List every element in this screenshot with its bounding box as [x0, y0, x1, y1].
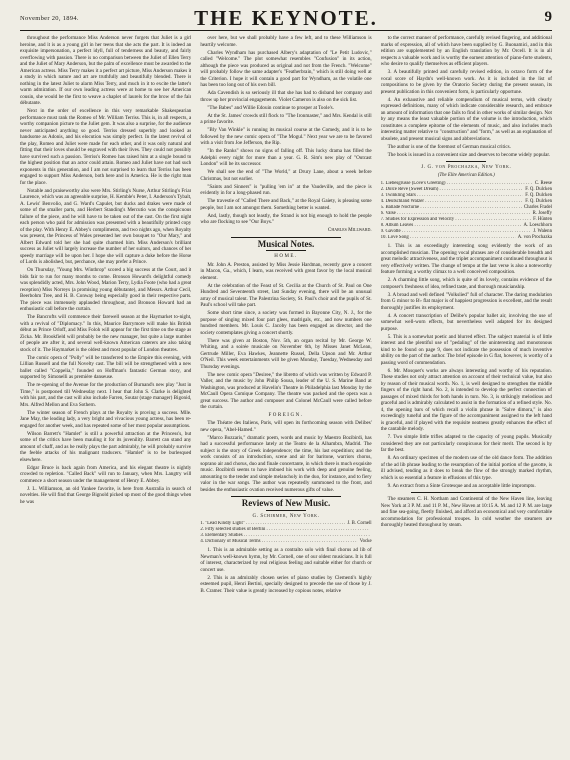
review-item-title: 1. Liebesgrüsse (Love's Greeting) . . . [381, 181, 533, 187]
review-item-composer: Vocke [359, 539, 372, 544]
masthead [20, 6, 552, 28]
foreign-notes [200, 420, 371, 493]
article-paragraph: "Saints and Sinners" is "pulling 'em in" at the Vaudeville, and the piece is evidently in for a long-phased run. [200, 183, 372, 196]
publisher-heading: G. Schirmer, New York. [252, 513, 320, 519]
article-paragraph: throughout the performance Miss Anderson never forgets that Juliet is a girl heroine, and it is as a young girl in her teens that she acts the part. It is indeed an exquisite impersonation, a perfect idyll, full of tenderness and beauty, and fairly overflowing with passion. There is no comparison between the Juliet of Ellen Terry and the Juliet of Mary Anderson, but the palm of excellence must be awarded to the American actress. Miss Terry makes it a perfect art picture, Miss Anderson makes it a study in which nature and art are truthfully and beautifully blended. There is nothing in the latest Juliet to alarm Miss Terry, and much in it to excite the latter's warm admiration. If our own leading actress were at home to see her American cousin, she would be the first to weave a chaplet of laurels for the brow of the fair débutante. [20, 35, 192, 106]
article-paragraph: Notable and praiseworthy also were Mrs. Stirling's Nurse, Arthur Stirling's Friar Laurence, which was an agreeable surprise, H. Kemble's Peter, I. Anderson's Tybalt, A. Lewis' Benvolio, and G. Ward's Capulet, but ducks and drakes were made of some of the smaller parts, and Herbert Standing's Mercutio was the conspicuous failure of the piece, and he will have to be taken out of the cast. On the first night each person who paid for admission was presented with a beautifully printed copy of the play. With Henry E. Abbey's compliments, and two nights ago, when Royalty was present, the Princess of Wales presented her own bouquet to "Our Mary," and Albert Edward told her she had quite charmed him. Miss Anderson's brilliant success as Juliet will largely increase the number of her suitors, and chances of her speedy marriage will be upon her. I hope she will capture a duke before the Horse of Lords is abolished, but, perchance, she may prefer a Prince. [20, 187, 192, 265]
article-paragraph: We shall see the end of "The World," at Drury Lane, about a week before Christmas, but not earlier. [200, 169, 372, 182]
article-paragraph: And, lastly, though not leastly, the Strand is not big enough to hold the people who are flocking to see "Our Boys." [200, 212, 372, 225]
article-paragraph: Mr. John A. Preston, assisted by Miss Jessie Hardman, recently gave a concert in Macon, Ga., which, I learn, was received with great favor by the local musical element. [200, 261, 372, 281]
review-item-composer: F. Q. Dulcken [525, 193, 552, 198]
review-item-composer: F. Hünten [533, 217, 552, 222]
review-item-title: 2. Fifty selected studies of Bertini . . . [200, 527, 369, 533]
reviews-continued [381, 35, 552, 158]
article-paragraph: 4. An exhaustive and reliable compendium of musical terms, with clearly expressed definitions, many of which indicate considerable research, and embrace an amount of information that one fails to find in other works of similar design. Not by any means the least valuable portion of the volume is the introduction, which constitutes a complete epitome of the elements of music, and also includes much interesting matter relative to "construction" and "form," as well as an explanation of obsolete, and present musical signs and abbreviations. [380, 96, 552, 142]
review-item-title: 9. Gavotte . . . [381, 229, 532, 235]
author-signature: Charles Millward. [327, 227, 372, 233]
review-item-title: 6. Valse . . . [381, 211, 531, 217]
issue-date: November 20, 1894. [20, 15, 79, 22]
review-list [381, 181, 552, 241]
column-left [20, 35, 191, 753]
article-paragraph: The winter season of French plays at the Royalty is proving a success. Mlle. Jane May, the leading lady, a very bright and vivacious young actress, has been re-engaged for another week, and has repeated some of her most popular assumptions. [20, 409, 192, 429]
article-paragraph: 6. Mr. Mosquet's works are always interesting and worthy of his reputation. These studies not only attract attention on account of their technical value, but also by reason of their musical worth. No. 1, is well designed to strengthen the middle fingers of the right hand. No. 2, is intended to develop the perfect connection of passages of mixed thirds for both hands in turn. No. 3, is strikingly melodious and graceful and is admirably calculated to assist in the formation of a refined style. No. 4, the opening bars of which recall a violin phrase in "Salve dimora," is also exceedingly tuneful and the figure of the accompaniment assigned to the left hand is graceful, and if played with the requisite neatness greatly enhances the effect of the cantabile melody. [380, 367, 552, 432]
review-text [200, 547, 371, 594]
review-item-title: 5. Ballade Nocturne . . . [381, 205, 522, 211]
review-item-composer: J. B. Cornell [347, 521, 372, 526]
article-paragraph: 4. A concert transcription of Delibe's popular ballet air, involving the use of somewhat well-worn effects, but nevertheless well adapted for its designed purpose. [380, 312, 552, 332]
short-divider [266, 250, 306, 251]
section-divider [231, 237, 341, 238]
review-item-title: 10. Love Song . . . [381, 235, 516, 241]
short-divider [446, 161, 486, 162]
article-paragraph: Edgar Bruce is back again from America, and his elegant theatre is nightly crowded to repletion. "Called Back" will run to January, when Mrs. Langtry will commence a short season under the management of Henry E. Abbey. [20, 464, 192, 484]
steamer-notice: The steamers C. H. Northam and Continental of the New Haven line, leaving New York at 3 P. M. and 11 P. M., New Haven at 10:15 A. M. and 12 P. M. are large and fine sea-going, fleetly finished, and afford an economical and very comfortable accommodation for professional troupes. In cold weather the steamers are thoroughly heated throughout by steam. [380, 496, 552, 528]
review-item-title: 4. Deutschland Walzer . . . [381, 199, 524, 205]
review-item-composer: F. Q. Dulcken [525, 199, 552, 204]
article-paragraph: 5. This is a somewhat poetic and blurred effect. The subject material is of little interest and the plentiful use of "pedaling" of the uninteresting and monotonous kind to be found on page 9, does not indicate the possession of much inventive ability on the part of the author. The brief episode in G flat, however, is worthy of a passing word of commendation. [380, 333, 552, 366]
article-paragraph: At the St. James' crowds still flock to "The Ironmaster," and Mrs. Kendal is still a prime favorite. [200, 112, 372, 125]
review-item-title: 4. Dictionary of Musical Terms . . . [200, 539, 357, 545]
article-paragraph: over here, but we shall probably have a few left, and to these Williamson is heartily welcome. [200, 35, 372, 48]
reviews-heading: Reviews of New Music. [241, 498, 331, 508]
article-paragraph: 8. An ordinary specimen of the modern use of the old dance form. The addition of the ad lib phrase leading to the resumption of the initial portion of the gavotte, is ill advised, tending as it does to break the flow of the strongly marked rhythm, which is so essential a feature in effusions of this type. [380, 455, 552, 481]
column-right [381, 35, 552, 753]
short-divider [266, 510, 306, 511]
article-paragraph: Charles Wyndham has purchased Albery's adaptation of "Le Petit Ludovic," called "Welcome." The plot somewhat resembles "Confusion" in its action, although the piece was produced as original and not from the French. "Welcome" will probably follow the same adapter's "Featherbrain," which is still doing well at the Criterion. I hope it will contain a good part for Wyndham, as the volatile one has been too long out of his own bill. [200, 49, 372, 88]
review-item-composer: Charles Fradel [523, 205, 552, 210]
review-item [200, 539, 371, 545]
article-paragraph: J. L. Williamson, an old Yankee favorite, is here from Australia in search of novelties. He will find that George Bignold picked up most of the good things when he was [20, 485, 192, 505]
article-paragraph: The re-opening of the Avenue for the production of Burnand's new play "Just in Time," is postponed till Wednesday next. I hear that John S. Clarke is delighted with his part, and the cast will also include Farren, Soutar (stage manager) Bigonid, Mrs. Alfred Mellon and Eva Sothern. [20, 382, 192, 408]
musical-notes-heading: Musical Notes. [257, 238, 315, 249]
article-paragraph: Ada Cavendish is so seriously ill that she has had to disband her company and throw up her provincial engagements. Violet Cameron is also on the sick list. [200, 90, 372, 103]
foreign-subheading: FOREIGN. [268, 412, 304, 418]
review-item-title: 1. "Lead Kindly Light" . . . [200, 521, 345, 527]
home-subheading: HOME. [274, 254, 298, 259]
review-item-composer: A. Loeschhorn [523, 223, 552, 228]
article-paragraph: The author is one of the foremost of German musical critics. [387, 143, 511, 150]
section-divider [411, 492, 521, 493]
article-paragraph: "Marco Bozzaris," dramatic poem, words and music by Maestro Bozibirdi, has had a successful performance lately at the Teatro de la Alhambra, Madrid. The subject is the story of Greek independence; the time, his last expedition; and the work consists of an introduction, scene and air for baritone, warriors chorus, soprano air and chorus, duo and finale concertante, in which there is much exquisite music. Bozibirdi seems to have imbued his work with deep and genuine feeling, amounting to the tender and simple melancholy in the duo, for instance, and to fiery valor in the war songs. The author was repeatedly summoned to the front, and besides the enthusiastic ovation received numerous gifts of value. [200, 434, 372, 493]
publication-title: THE KEYNOTE. [194, 6, 378, 30]
review-item-composer: F. Q. Dulcken [525, 187, 552, 192]
review-item-title: 7. Studies for Expression and Velocity . . . [381, 217, 532, 223]
review-text [381, 243, 552, 489]
article-paragraph: to the correct manner of performance, carefully revised fingering, and additional marks of expression, all of which have been supplied by G. Buonamici, and in this edition are supplemented by an English translation by Mr. Orcell. It is in all respects a valuable work and is worthy the earnest attention of piano-forte students, who desire to qualify themselves as efficient players. [380, 35, 552, 67]
review-item-composer: R. Joseffy [532, 211, 552, 216]
article-paragraph: 2. This is an admirably chosen series of piano studies by Clementi's highly esteemed pupil, Henri Bertini, specially designed to precede the use of those by J. B. Cramer. Their value is greatly increased by copious notes, relative [200, 574, 372, 594]
article-paragraph: There was given at Boston, Nov. 5th, an organ recital by Mr. George W. Whiting, and a soirée musicale on November 6th, by Misses Janet McLean, Gertrude Miller, Eva Hawkes, Jeannette Russel, Della Upson and Mr. Arthur O'Neil. This week entertainments will be given Monday, Tuesday, Wednesday and Thursday evenings. [200, 337, 372, 370]
article-paragraph: The travestie of "Called There and Back," at the Royal Gaiety, is pleasing some people, but I am not amongst them. Something better is wanted. [200, 198, 372, 211]
article-paragraph: The book is issued in a convenient size and deserves to become widely popular. [387, 151, 551, 158]
edition-subtitle: (The Elite American Edition.) [437, 172, 495, 178]
article-paragraph: 1. This is an exceedingly interesting song evidently the work of an accomplished musician. The opening vocal phrases are of considerable breadth and great melodic attractiveness, and the triplet accompaniment continued throughout is very effectively written. The change of tempo at the last verse is also a noteworthy feature forming a worthy climax to a well conceived composition. [380, 243, 552, 275]
article-paragraph: "In the Ranks" shows no signs of falling off. This lucky drama has filled the Adelphi every night for more than a year. G. R. Sim's new play of "Outcast London" will be its successor. [200, 148, 372, 167]
review-item-title: 3. Twinkling Stars . . . [381, 193, 524, 199]
article-paragraph: The Théatre des Italiens, Paris, will open its forthcoming season with Delibes' new opera, "Abel-Hamed." [200, 420, 372, 433]
review-item-composer: C. Reese [534, 181, 552, 186]
column-middle [200, 35, 371, 753]
review-item-title: 8. Album Leaves . . . [381, 223, 522, 229]
article-paragraph: The new comic opera "Desiree," the libretto of which was written by Edward P. Valler, and the music by John Philip Sousa, leader of the U. S. Marine Band at Washington, was produced at Havelin's Theatre in Philadelphia last Monday by the McCaull Opera Comique Company. The theatre was packed and the opera was a great success. The author and composer and Colonel McCaull were called before the curtain. [200, 371, 372, 410]
review-item-composer: A. von Prochazka [517, 235, 552, 240]
review-item-composer: J. Walenn [533, 229, 552, 234]
article-paragraph: 1. This is an admirable setting as a contralto solo with final chorus ad lib of Newman's well-known hymn, by Mr. Cornell, one of our oldest musicians. It is full of interest, characterized by real religious feeling and suitable either for church or concert use. [200, 547, 372, 573]
article-paragraph: 3. A beautifully printed and carefully revised edition, in octavo form of the vocal score of Haydn's well-known work. As it is included in the list of compositions to be given by the Oratorio Society during the present season, its present publication in this convenient form, is particularly opportune. [380, 69, 552, 95]
theatre-notes-continued [200, 35, 371, 226]
article-paragraph: On Thursday, "Young Mrs. Winthrop" scored a big success at the Court, and it bids fair to run for many months to come. Bronson Howard's delightful comedy was splendidly acted, Mrs. John Wood, Marion Terry, Lydia Foote (who had a great reception) Miss Norreys (a promising young débutante), and Messrs. Arthur Cecil, Beerbohm Tree, and H. B. Conway being especially good in their respective parts. The piece was immensely applauded throughout, and Bronson Howard had an enthusiastic call before the curtain. [20, 267, 192, 312]
review-list [200, 521, 371, 545]
article-paragraph: The Bancrofts will commence their farewell season at the Haymarket to-night, with a revival of "Diplomacy." In this, Maurice Barrymore will make his British début as Prince Orloff, and Miss Foloh will appear for the first time on the stage as Zicka. Mr. Brookfield will probably be the new manager, but quite a large number of people are after it, and several well-known American caterers are also taking stock of it. The Haymarket is the oldest and most popular of London theatres. [20, 314, 192, 353]
publisher-heading: J. G. von Prochazka, New York. [421, 165, 512, 170]
article-paragraph: "The Babes" and Willie Edouin continue to prosper at Toole's. [207, 104, 334, 111]
review-item-title: 3. Elementary Studies . . . [200, 533, 369, 539]
article-paragraph: 2. A charming little song, which is quite of its lovely, contains evidence of the composer's freshness of idea, refined taste, and thorough musicianship. [380, 277, 552, 290]
article-paragraph: 7. Two simple little trifles adapted to the capacity of young pupils. Musically considered they are not particularly conspicuous for their merit. The second is by far the best. [380, 434, 552, 453]
section-divider [231, 496, 341, 497]
review-item [381, 235, 552, 241]
review-item-title: 2. Dolce Rêve (Sweet Dream) . . . [381, 187, 524, 193]
article-paragraph: Some short time since, a society was formed in Bayonne City, N. J., for the purpose of singing mixed four part glees, madrigals, etc., and now numbers one hundred members. Mr. Louis C. Jacoby has been engaged as director, and the society contemplates giving a concert shortly. [200, 310, 372, 336]
home-notes [200, 262, 371, 411]
article-paragraph: Wilson Barrett's "Hamlet" is still a powerful attraction at the Princess's, but some of the critics have been mauling it for its juvenility. Barrett can stand any amount of chaff, and as he really plays the part admirably, he will probably survive the feeble attacks of his malignant traducers. "Hamlet" is to be burlesqued elsewhere. [20, 430, 192, 463]
article-paragraph: At the celebration of the Feast of St. Cecilia at the Church of St. Paul on One Hundred and Seventeenth street, last Sunday evening, there will be an unusual array of musical talent. The Palestrina Society, St. Paul's choir and the pupils of St. Paul's school will take part. [200, 282, 372, 308]
columns [20, 35, 552, 753]
page-number: 9 [544, 9, 552, 25]
article-paragraph: The comic opera of "Polly" will be transferred to the Empire this evening, with Lillian Russell and the full Novelty cast. The bill will be strengthened with a new ballet called "Coppelia," founded on Hoffman's fantastic German story, and supported by Simonelli as première danseuse. [20, 354, 192, 380]
article-paragraph: "Bly Van Winkle" is running its musical course at the Comedy, and it is to be followed by the new comic opera of "The Mogul." Next year we are to be favored with a visit from Joe Jefferson, the Rip. [200, 127, 372, 146]
article-paragraph: Next in the order of excellence in this very remarkable Shakespearian performance must rank the Romeo of Mr. William Terriss. This is, in all respects, a worthy companion picture to the Juliet gem. It was also a surprise, for the audience never anticipated anything so good. Terriss dressed superbly and looked as handsome as Adonis, and his elocution was simply perfect. In the latest revival of the play, Romeo and Juliet were made for each other, and it was only natural and fitting that their loves should be engraved with their lives. They could not possibly have survived such a passion. Terriss's Romeo has raised him at a single bound to the highest position that an actor could attain. Romeo and Juliet have not had such exponents in this generation, and I am not surprised to learn that Terriss has been engaged to support Miss Anderson, both here and in America. He is the right man for the place. [20, 108, 192, 186]
article-paragraph: 9. An extract from a Sinte Grotesque and an acceptable little impromptu. [387, 482, 536, 489]
article-paragraph: 3. A broad and well defined "Volkslied" full of character. The daring modulation from G minor to B♭ flat major is of happiest progression is excellent, and the result thoroughly justifies its employment. [380, 291, 552, 311]
